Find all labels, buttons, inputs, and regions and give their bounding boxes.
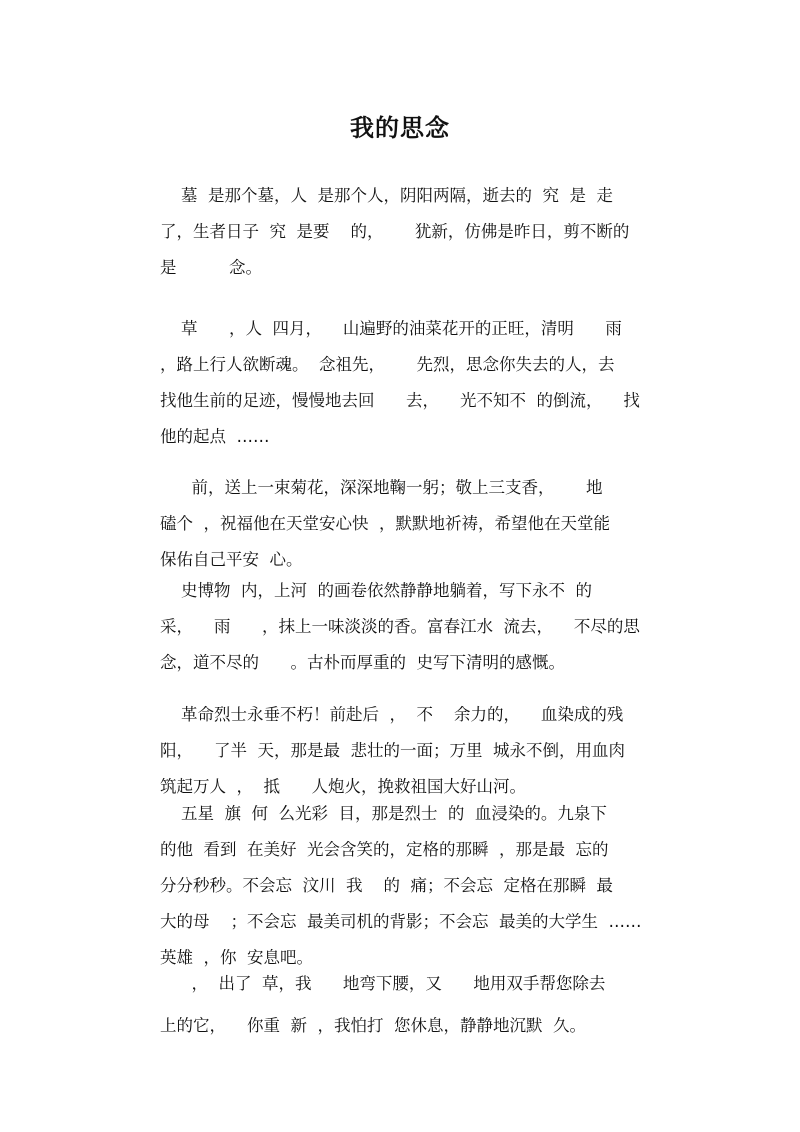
text-line: 阳， 了半 天，那是最 悲壮的一面；万里 城永不倒，用血肉 xyxy=(160,741,625,760)
paragraph-offering xyxy=(160,470,636,578)
text-line: 革命烈士永垂不朽！前赴后 ， 不 余力的， 血染成的残 xyxy=(160,705,624,724)
text-line: 筑起万人 ， 抵 人炮火，挽救祖国大好山河。 xyxy=(160,777,526,796)
text-line: 找他生前的足迹，慢慢地去回 去， 光不知不 的倒流， 找 xyxy=(160,391,640,410)
text-line: 草 ，人 四月， 山遍野的油菜花开的正旺，清明 雨 xyxy=(160,319,622,338)
text-line: 念，道不尽的 。古朴而厚重的 史写下清明的感慨。 xyxy=(160,653,565,672)
paragraph-tomb xyxy=(160,178,636,286)
text-line: 的他 看到 在美好 光会含笑的，定格的那瞬 ，那是最 忘的 xyxy=(160,840,609,859)
text-line: 了，生者日子 究 是要 的， 犹新，仿佛是昨日，剪不断的 xyxy=(160,222,630,241)
text-line: ， 出了 草，我 地弯下腰，又 地用双手帮您除去 xyxy=(160,974,606,993)
text-line: 前，送上一束菊花，深深地鞠一躬；敬上三支香， 地 xyxy=(160,478,603,497)
document-title: 我的思念 xyxy=(350,113,450,143)
text-line: 是 念。 xyxy=(160,258,262,277)
text-line: 五星 旗 何 么光彩 目，那是烈士 的 血浸染的。九泉下 xyxy=(160,804,607,823)
paragraph-martyrs xyxy=(160,697,636,805)
text-line: 英雄 ，你 安息吧。 xyxy=(160,948,313,967)
paragraph-weeding xyxy=(160,966,636,1044)
text-line: 墓 是那个墓，人 是那个人，阴阳两隔，逝去的 究 是 走 xyxy=(160,186,613,205)
text-line: 上的它， 你重 新 ，我怕打 您休息，静静地沉默 久。 xyxy=(160,1016,586,1035)
text-line: 他的起点 …… xyxy=(160,427,270,446)
text-line: 史博物 内，上河 的画卷依然静静地躺着，写下永不 的 xyxy=(160,581,592,600)
paragraph-flag xyxy=(160,796,642,976)
text-line: 大的母 ；不会忘 最美司机的背影；不会忘 最美的大学生 …… xyxy=(160,912,642,931)
paragraph-museum xyxy=(160,573,640,681)
paragraph-qingming xyxy=(160,311,640,455)
text-line: 保佑自己平安 心。 xyxy=(160,550,303,569)
text-line: 采， 雨 ，抹上一味淡淡的香。富春江水 流去， 不尽的思 xyxy=(160,617,640,636)
text-line: 分分秒秒。不会忘 汶川 我 的 痛；不会忘 定格在那瞬 最 xyxy=(160,876,613,895)
text-line: 磕个 ，祝福他在天堂安心快 ，默默地祈祷，希望他在天堂能 xyxy=(160,514,610,533)
text-line: ，路上行人欲断魂。 念祖先， 先烈，思念你失去的人，去 xyxy=(160,355,615,374)
